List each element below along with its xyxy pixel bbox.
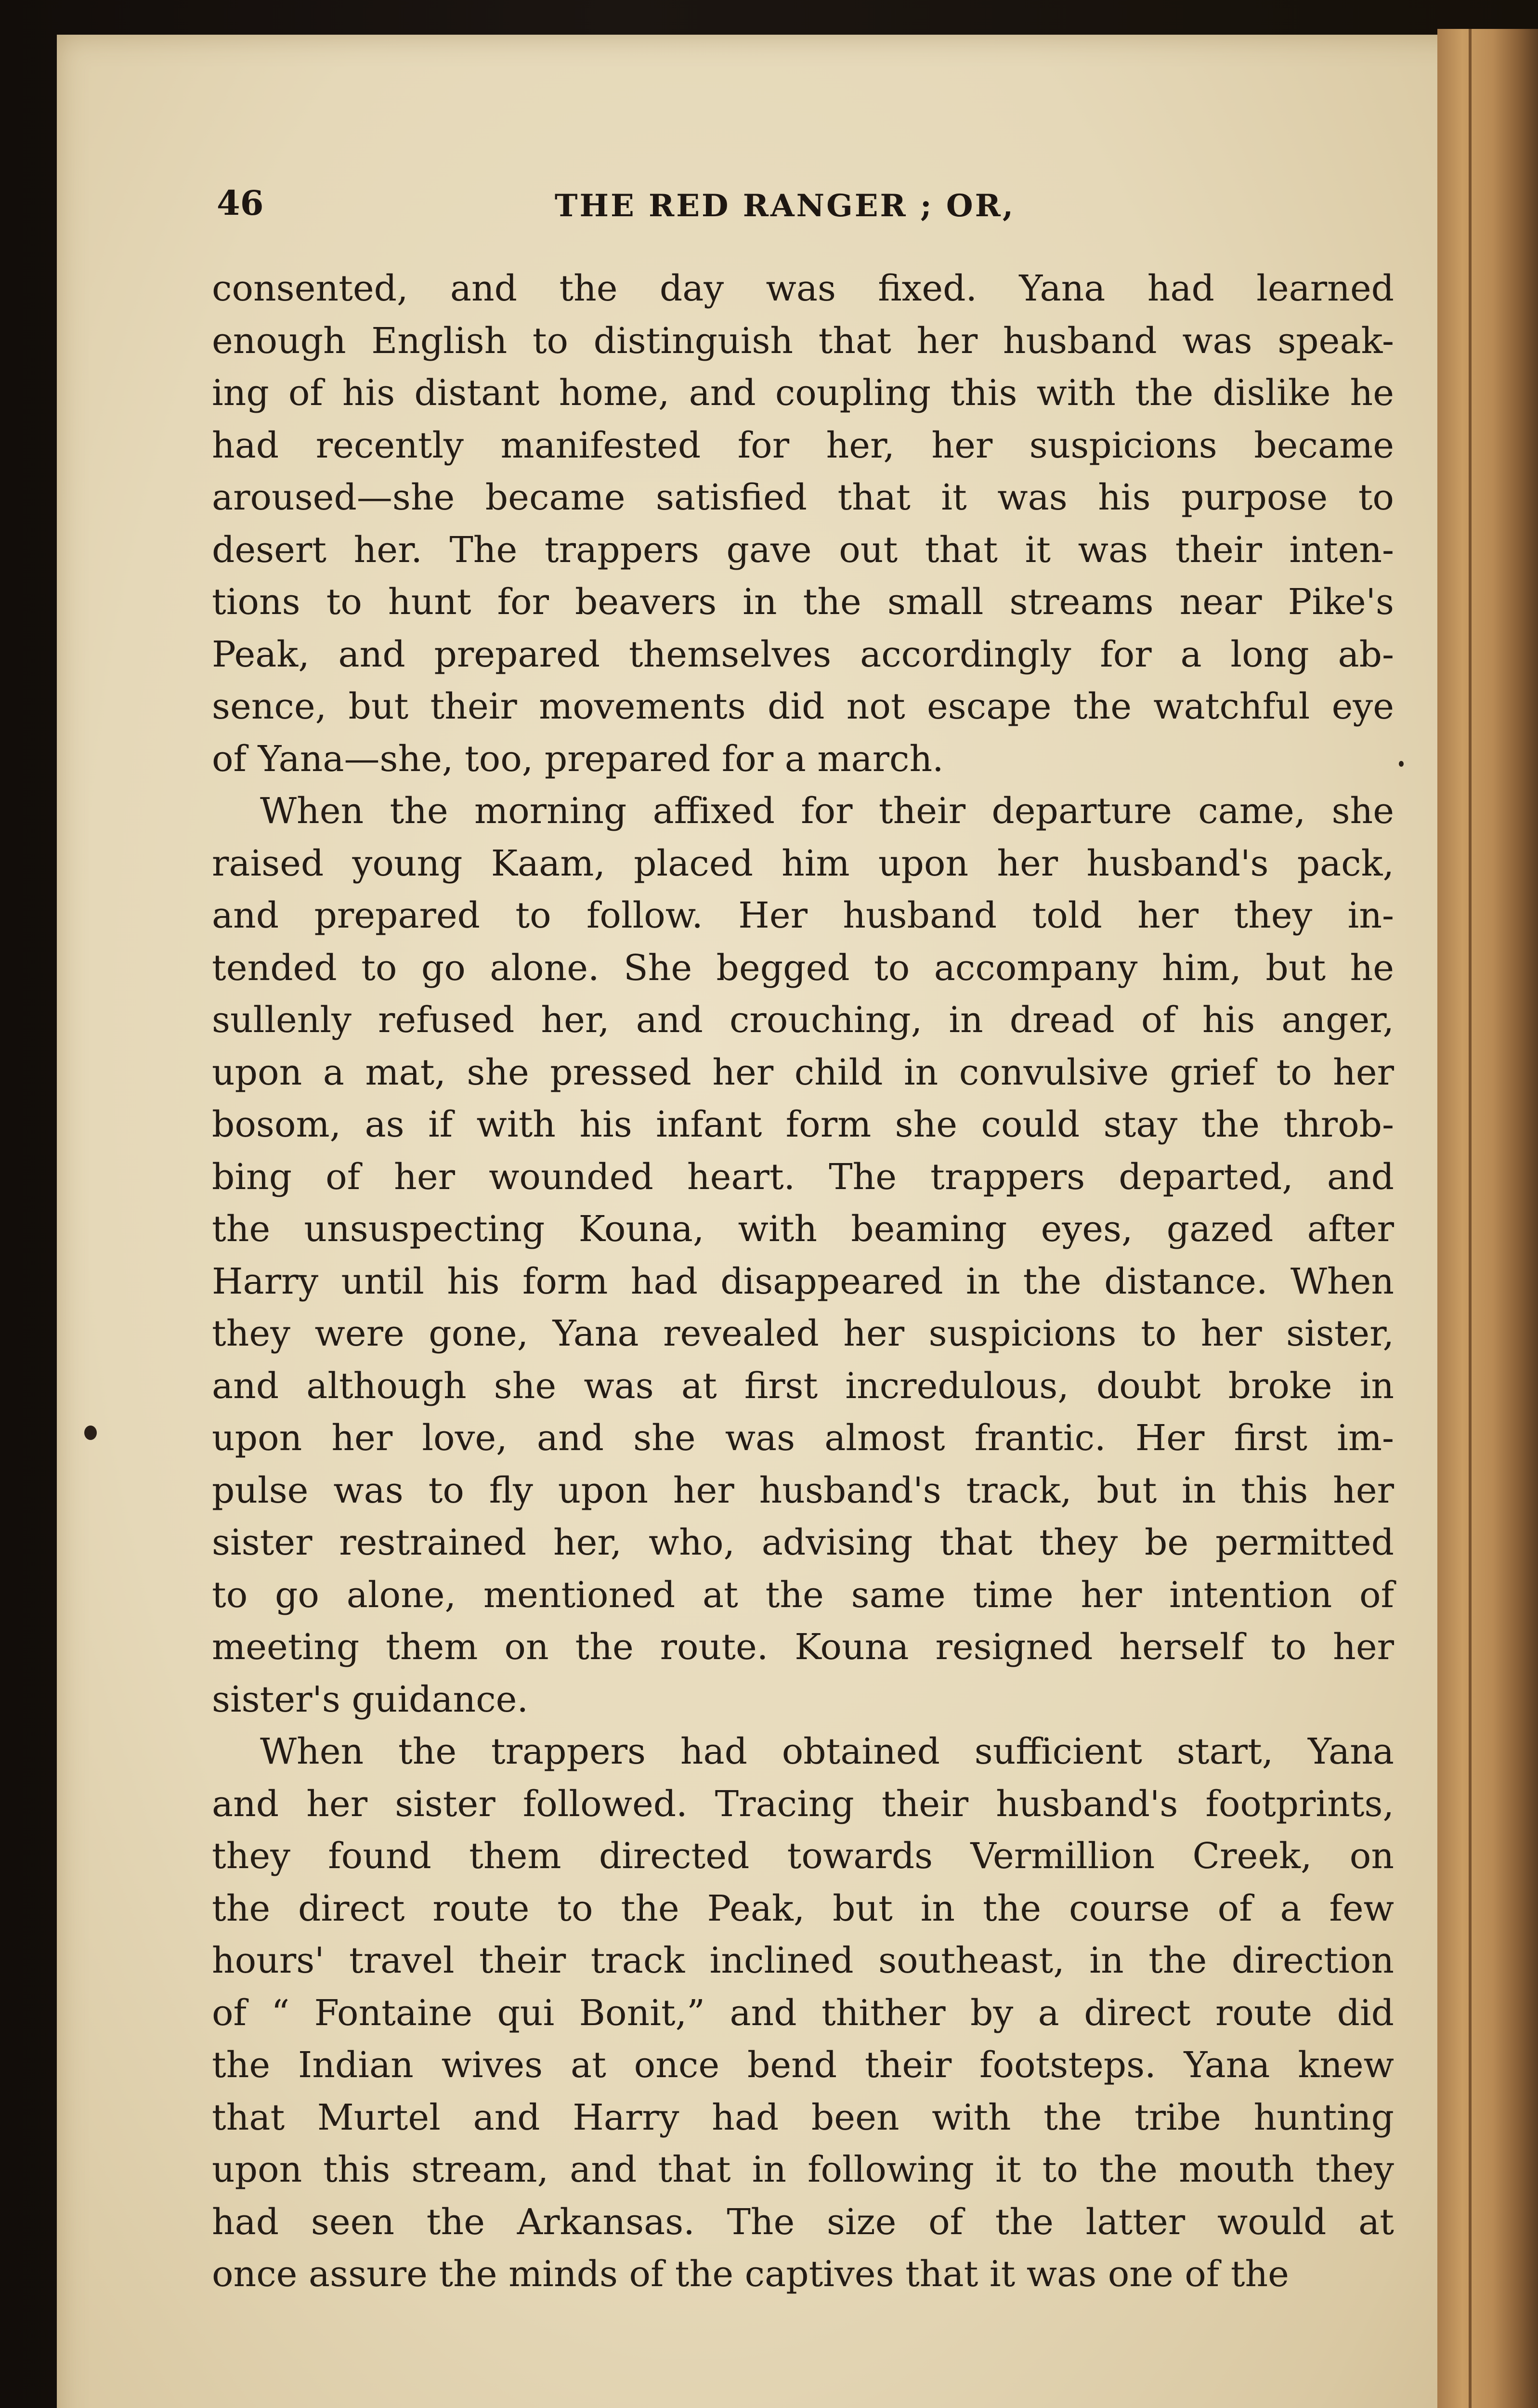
- text-line: tended to go alone. She begged to accompany him, but he: [212, 947, 1394, 989]
- running-title: THE RED RANGER ; OR,: [554, 188, 1016, 224]
- text-line: they were gone, Yana revealed her suspicions to her sister,: [212, 1313, 1394, 1354]
- text-line: the direct route to the Peak, but in the course of a few: [212, 1887, 1394, 1929]
- text-line: and although she was at first incredulous, doubt broke in: [212, 1365, 1394, 1407]
- text-line: raised young Kaam, placed him upon her husband's pack,: [212, 842, 1394, 884]
- ink-speck: [1399, 761, 1404, 767]
- text-line: of Yana—she, too, prepared for a march.: [212, 738, 944, 780]
- text-line: once assure the minds of the captives that it was one of the: [212, 2253, 1289, 2295]
- text-line: upon this stream, and that in following it to the mouth they: [212, 2149, 1394, 2190]
- text-line: the Indian wives at once bend their footsteps. Yana knew: [212, 2044, 1394, 2086]
- text-line: meeting them on the route. Kouna resigned herself to her: [212, 1626, 1394, 1668]
- paragraph: [212, 1726, 1394, 2301]
- text-line: tions to hunt for beavers in the small streams near Pike's: [212, 581, 1394, 623]
- text-line: bing of her wounded heart. The trappers departed, and: [212, 1156, 1394, 1198]
- text-line: of “ Fontaine qui Bonit,” and thither by a direct route did: [212, 1992, 1394, 2034]
- text-line: Harry until his form had disappeared in the distance. When: [212, 1260, 1394, 1302]
- book-spine: [1437, 29, 1538, 2408]
- text-line: hours' travel their track inclined southeast, in the direction: [212, 1940, 1394, 1981]
- text-line: ing of his distant home, and coupling this with the dislike he: [212, 372, 1394, 414]
- page-number: 46: [217, 183, 264, 223]
- text-line: enough English to distinguish that her husband was speak-: [212, 320, 1394, 362]
- text-line: upon a mat, she pressed her child in convulsive grief to her: [212, 1051, 1394, 1093]
- spine-edge: [1469, 29, 1472, 2408]
- text-line: to go alone, mentioned at the same time her intention of: [212, 1574, 1394, 1616]
- body-text: [212, 262, 1394, 2301]
- text-line: Peak, and prepared themselves accordingly for a long ab-: [212, 633, 1394, 675]
- text-line: upon her love, and she was almost frantic. Her first im-: [212, 1417, 1394, 1459]
- text-line: aroused—she became satisfied that it was his purpose to: [212, 477, 1394, 518]
- text-line: sister's guidance.: [212, 1678, 528, 1720]
- running-head: [159, 183, 1411, 241]
- text-line: had seen the Arkansas. The size of the latter would at: [212, 2201, 1394, 2243]
- text-line: sence, but their movements did not escape the watchful eye: [212, 686, 1394, 727]
- text-line: bosom, as if with his infant form she could stay the throb-: [212, 1104, 1394, 1145]
- text-line: When the morning affixed for their departure came, she: [260, 790, 1394, 832]
- text-line: desert her. The trappers gave out that it was their inten-: [212, 529, 1394, 571]
- text-line: consented, and the day was fixed. Yana had learned: [212, 268, 1394, 309]
- text-line: sullenly refused her, and crouching, in dread of his anger,: [212, 999, 1394, 1041]
- text-line: they found them directed towards Vermillion Creek, on: [212, 1835, 1394, 1877]
- paragraph: [212, 262, 1394, 785]
- text-line: When the trappers had obtained sufficient start, Yana: [260, 1731, 1394, 1772]
- text-line: sister restrained her, who, advising that they be permitted: [212, 1522, 1394, 1563]
- paragraph: [212, 785, 1394, 1726]
- text-line: and prepared to follow. Her husband told her they in-: [212, 895, 1394, 936]
- text-line: pulse was to fly upon her husband's track, but in this her: [212, 1469, 1394, 1511]
- text-line: that Murtel and Harry had been with the tribe hunting: [212, 2096, 1394, 2138]
- text-line: and her sister followed. Tracing their husband's footprints,: [212, 1783, 1394, 1825]
- text-line: had recently manifested for her, her suspicions became: [212, 424, 1394, 466]
- text-line: the unsuspecting Kouna, with beaming eyes, gazed after: [212, 1208, 1394, 1250]
- ink-speck: [84, 1426, 97, 1440]
